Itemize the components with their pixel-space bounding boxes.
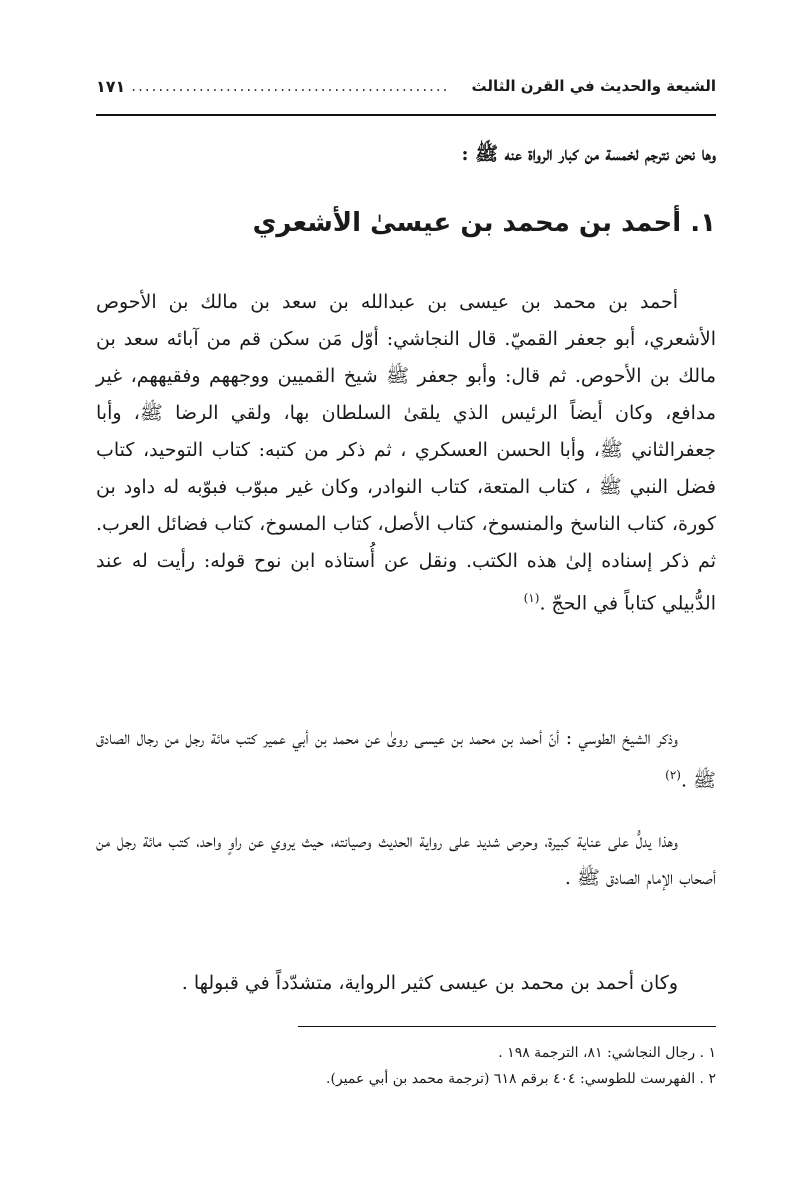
footnote-ref-1: (١) [523,591,540,605]
paragraph-1 [96,284,716,622]
footnote-ref-2: (٢) [665,768,681,782]
paragraph-2 [96,720,716,799]
intro-line: وها نحن نترجم لخمسة من كبار الرواة عنه ﷺ : [461,143,716,165]
running-title: الشيعة والحديث في القرن الثالث [471,77,716,95]
footnote-1: ١ . رجال النجاشي: ٨١، الترجمة ١٩٨ . [498,1045,716,1061]
page-number: ١٧١ [96,76,126,96]
section-title: ١. أحمد بن محمد بن عيسىٰ الأشعري [252,208,716,238]
page-header [96,70,716,102]
footnote-2: ٢ . الفهرست للطوسي: ٤٠٤ برقم ٦١٨ (ترجمة محمد بن أبي عمير). [326,1071,716,1087]
footnotes [96,1040,716,1092]
paragraph-2-text: وذكر الشيخ الطوسي : أنّ أحمد بن محمد بن عيسى روىٰ عن محمد بن أبي عمير كتب مائة رجل من رجال الصادق ﷺ . [96,727,716,792]
footnote-rule [298,1026,716,1027]
paragraph-4: وكان أحمد بن محمد بن عيسى كثير الرواية، متشدّداً في قبولها . [181,972,678,994]
paragraph-3: وهذا يدلُّ على عناية كبيرة، وحرص شديد على رواية الحديث وصيانته، حيث يروي عن راوٍ واحد، كتب مائة رجل من أصحاب الإمام الصادق ﷺ . [96,830,716,889]
paragraph-1-text: أحمد بن محمد بن عيسى بن عبدالله بن سعد بن مالك بن الأحوص الأشعري، أبو جعفر القميّ. قال النجاشي: أوّل مَن سكن قم من آبائه سعد بن مالك بن الأحوص. ثم قال: وأبو جعفر ﷺ شيخ القميين ووجههم وفقيههم، غير مدافع، وكان أيضاً الرئيس الذي يلقىٰ السلطان بها، ولقي الرضا ﷺ، وأبا جعفرالثاني ﷺ، وأبا الحسن العسكري ، ثم ذكر من كتبه: كتاب التوحيد، كتاب فضل النبي ﷺ ، كتاب المتعة، كتاب النوادر، وكان غير مبوّب فبوّبه له داود بن كورة، كتاب الناسخ والمنسوخ، كتاب الأصل، كتاب المسوخ، كتاب فضائل العرب. ثم ذكر إسناده إلىٰ هذه الكتب. ونقل عن أُستاذه ابن نوح قوله: رأيت له عند الدُّبيلي كتاباً في الحجّ . [96,291,716,615]
header-rule [96,114,716,116]
header-leader-dots: ............................................... [131,77,450,95]
